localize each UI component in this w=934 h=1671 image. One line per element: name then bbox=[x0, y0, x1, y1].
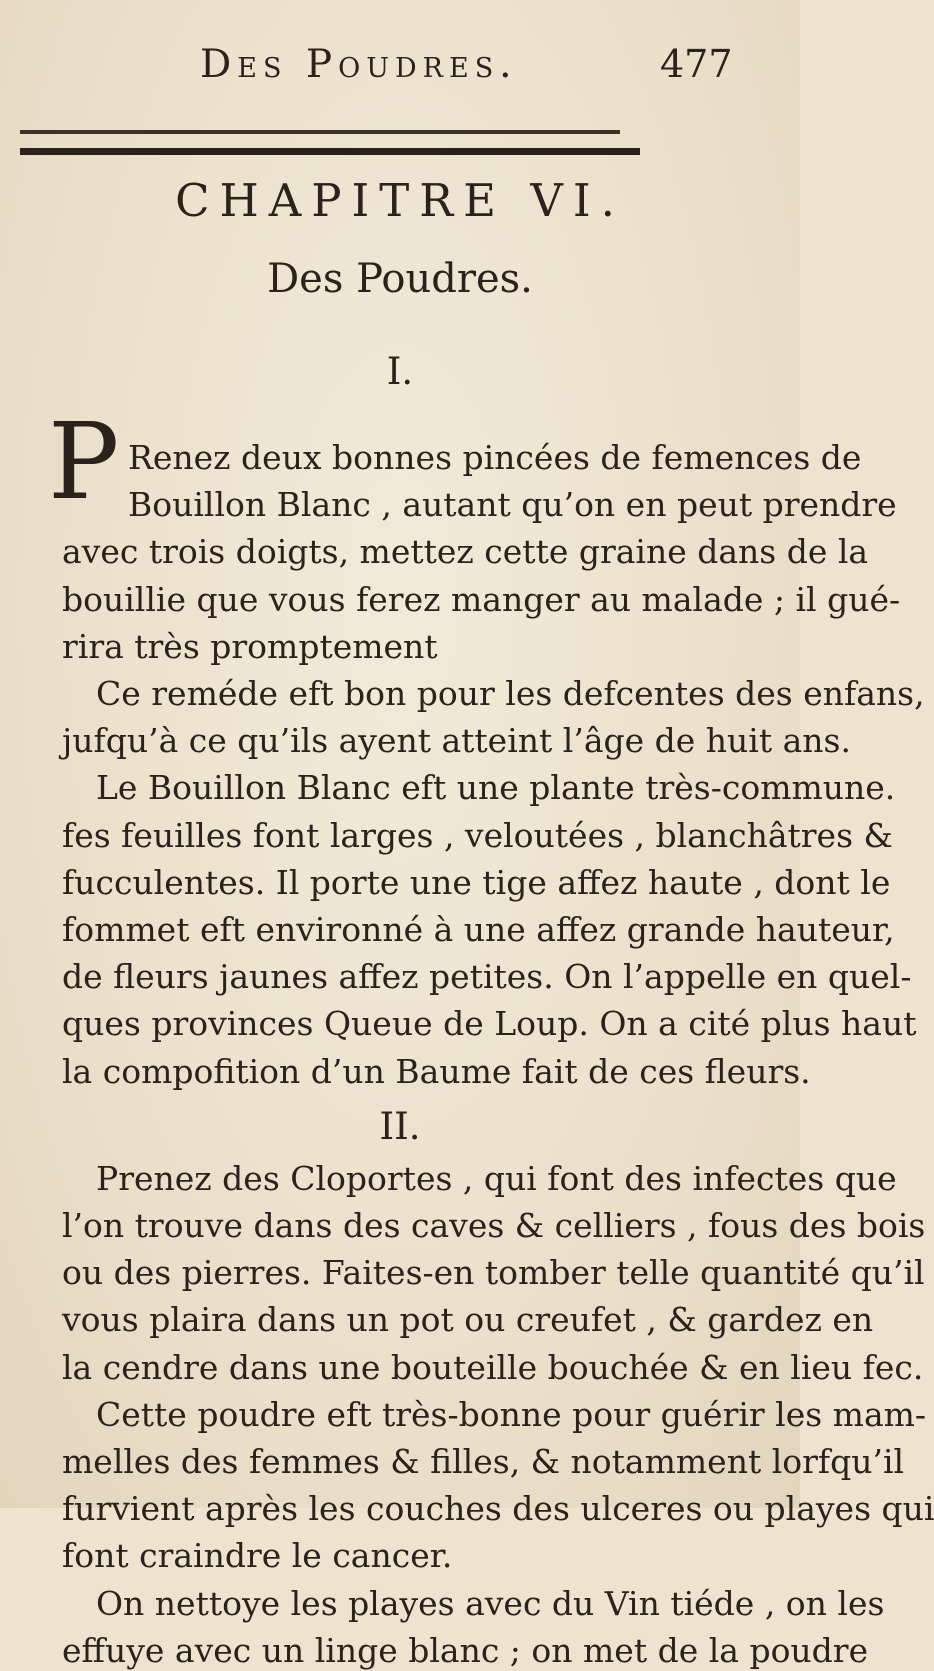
chapter-title: CHAPITRE VI. bbox=[175, 174, 625, 227]
text-line: Cette poudre eft très-bonne pour guérir les mam- bbox=[96, 1394, 927, 1434]
text-line: ques provinces Queue de Loup. On a cité plus haut bbox=[62, 1004, 917, 1044]
chapter-subtitle: Des Poudres. bbox=[267, 256, 533, 302]
text-line: font craindre le cancer. bbox=[62, 1536, 453, 1576]
text-line: melles des femmes & filles, & notamment lorfqu’il bbox=[62, 1442, 905, 1481]
page-number: 477 bbox=[660, 42, 733, 86]
text-line: ou des pierres. Faites-en tomber telle quantité qu’il bbox=[62, 1253, 925, 1293]
section-number: II. bbox=[379, 1104, 421, 1148]
text-line: Le Bouillon Blanc eft une plante très-commune. bbox=[96, 768, 896, 808]
drop-cap: P bbox=[48, 400, 120, 523]
section-number: I. bbox=[386, 350, 414, 393]
text-line: vous plaira dans un pot ou creufet , & gardez en bbox=[62, 1300, 874, 1340]
text-line: Ce reméde eft bon pour les defcentes des enfans, bbox=[96, 674, 925, 713]
text-line: fommet eft environné à une affez grande hauteur, bbox=[62, 910, 895, 949]
text-line: jufqu’à ce qu’ils ayent atteint l’âge de huit ans. bbox=[62, 721, 851, 761]
running-head bbox=[0, 42, 800, 92]
text-line: rira très promptement bbox=[62, 626, 438, 666]
running-title: Des Poudres. bbox=[200, 42, 518, 87]
text-line: Bouillon Blanc , autant qu’on en peut prendre bbox=[128, 485, 897, 525]
text-line: avec trois doigts, mettez cette graine dans de la bbox=[62, 532, 869, 572]
text-line: la cendre dans une bouteille bouchée & en lieu fec. bbox=[62, 1347, 924, 1387]
header-rule-thin bbox=[20, 130, 620, 134]
text-line: fucculentes. Il porte une tige affez haute , dont le bbox=[62, 862, 891, 902]
text-line: furvient après les couches des ulceres ou playes qui bbox=[62, 1489, 934, 1529]
text-line: effuye avec un linge blanc ; on met de la poudre bbox=[62, 1630, 869, 1670]
text-line: Prenez des Cloportes , qui font des infectes que bbox=[96, 1158, 897, 1198]
text-line: la compofition d’un Baume fait de ces fleurs. bbox=[62, 1051, 811, 1091]
header-rule-thick bbox=[20, 148, 640, 155]
text-line: fes feuilles font larges , veloutées , blanchâtres & bbox=[62, 815, 893, 855]
text-line: Renez deux bonnes pincées de femences de bbox=[128, 438, 862, 477]
text-line: de fleurs jaunes affez petites. On l’appelle en quel- bbox=[62, 957, 912, 997]
text-line: l’on trouve dans des caves & celliers , fous des bois bbox=[62, 1206, 926, 1245]
text-line: bouillie que vous ferez manger au malade ; il gué- bbox=[62, 579, 901, 619]
text-line: On nettoye les playes avec du Vin tiéde , on les bbox=[96, 1583, 885, 1623]
